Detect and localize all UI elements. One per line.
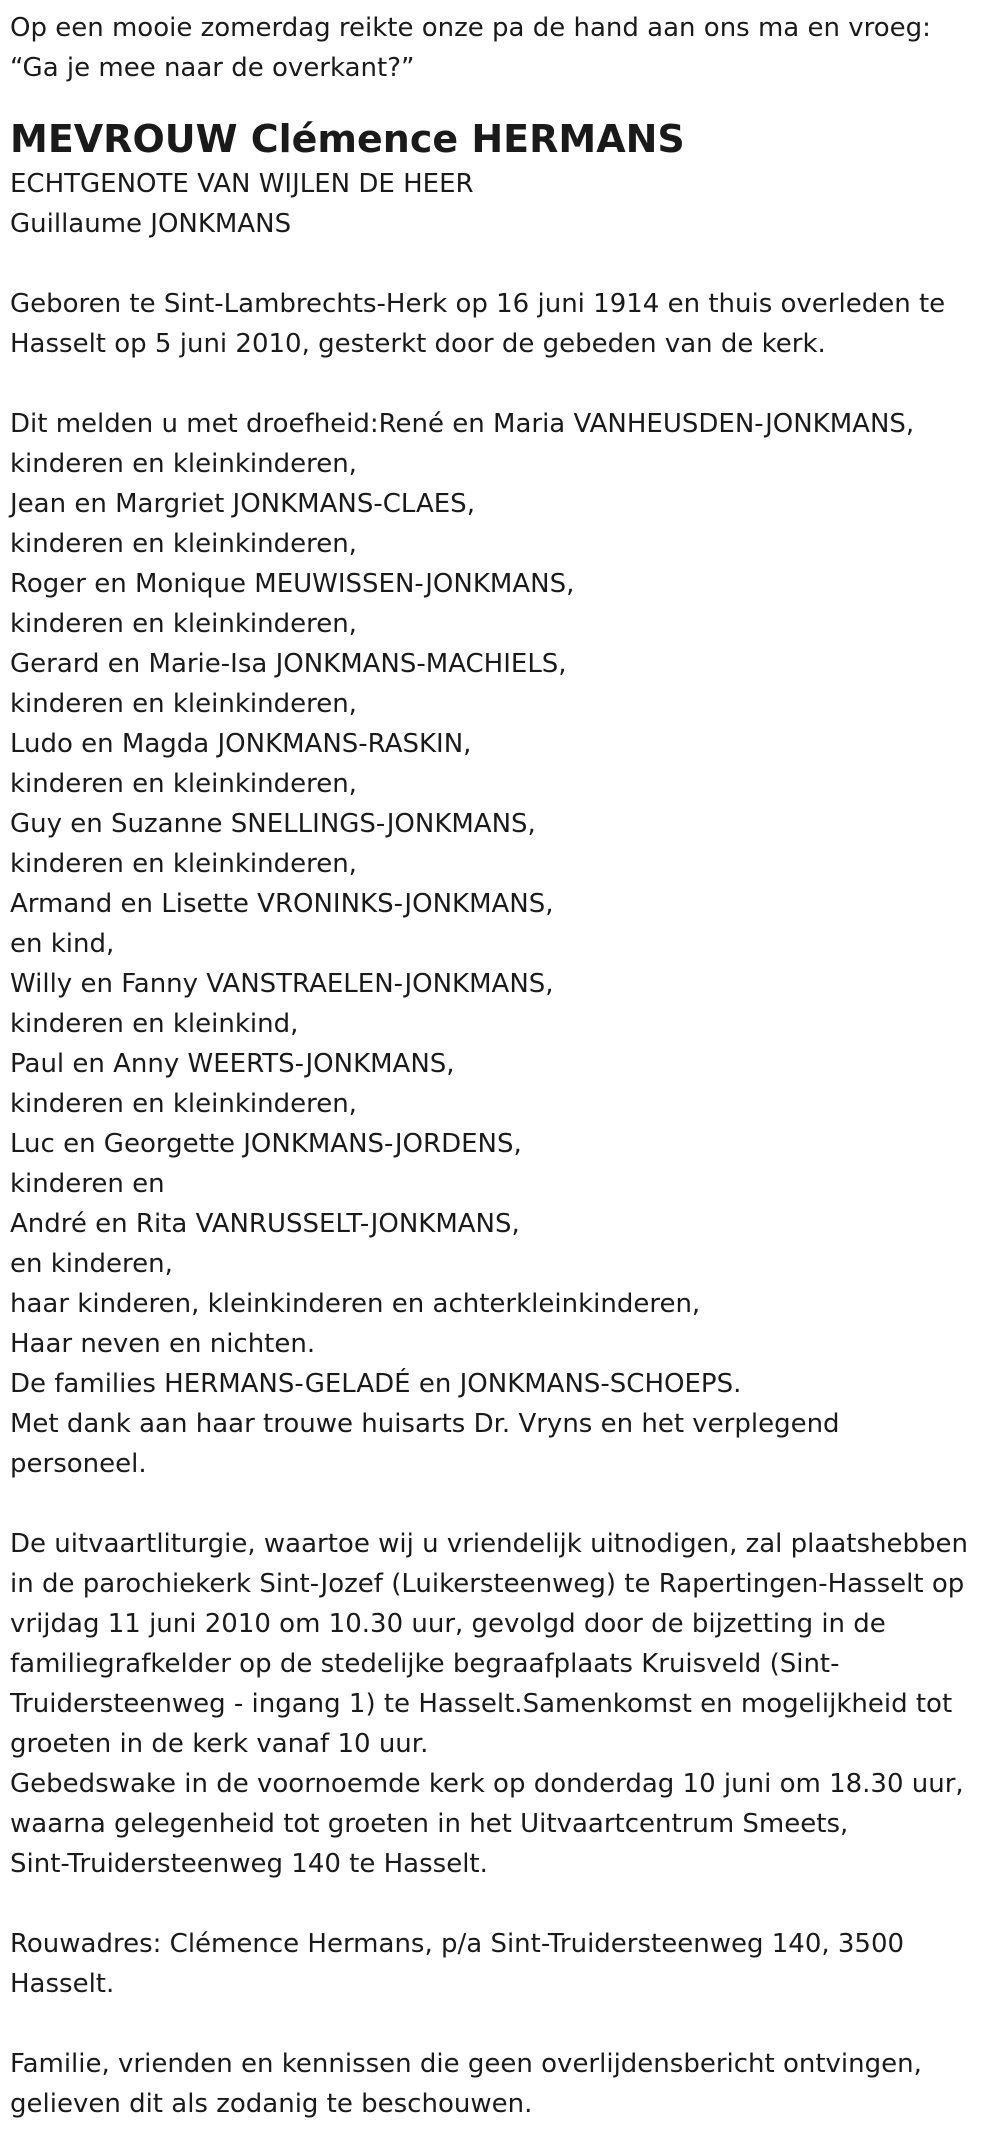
mourner-line: personeel. [10,1449,147,1479]
mourner-line: Willy en Fanny VANSTRAELEN-JONKMANS, [10,969,554,999]
deceased-name: MEVROUW Clémence HERMANS [10,117,685,161]
mourner-line: Paul en Anny WEERTS-JONKMANS, [10,1049,455,1079]
mourning-address [10,1924,990,2004]
mourners-list [10,404,990,1484]
mourner-line: Luc en Georgette JONKMANS-JORDENS, [10,1129,522,1159]
spacer [10,1484,990,1524]
mourner-line: Roger en Monique MEUWISSEN-JONKMANS, [10,569,575,599]
mourner-line: kinderen en kleinkinderen, [10,609,357,639]
spacer [10,364,990,404]
spacer [10,1884,990,1924]
spacer [10,244,990,284]
mourner-line: en kind, [10,929,115,959]
mourner-line: Haar neven en nichten. [10,1329,316,1359]
intro-quote [10,8,990,88]
intro-line: “Ga je mee naar de overkant?” [10,53,415,83]
address-line: Rouwadres: Clémence Hermans, p/a Sint-Truidersteenweg 140, 3500 [10,1929,905,1959]
intro-line: Op een mooie zomerdag reikte onze pa de hand aan ons ma en vroeg: [10,13,931,43]
mourner-line: De families HERMANS-GELADÉ en JONKMANS-SCHOEPS. [10,1369,742,1399]
mourner-line: kinderen en kleinkinderen, [10,689,357,719]
funeral-line: groeten in de kerk vanaf 10 uur. [10,1729,429,1759]
address-line: Hasselt. [10,1969,115,1999]
funeral-line: De uitvaartliturgie, waartoe wij u vriendelijk uitnodigen, zal plaatshebben [10,1529,968,1559]
mourner-line: kinderen en kleinkinderen, [10,529,357,559]
mourner-line: kinderen en kleinkinderen, [10,449,357,479]
birth-line: Hasselt op 5 juni 2010, gesterkt door de gebeden van de kerk. [10,329,826,359]
funeral-line: Gebedswake in de voornoemde kerk op donderdag 10 juni om 18.30 uur, [10,1769,964,1799]
mourner-line: Guy en Suzanne SNELLINGS-JONKMANS, [10,809,536,839]
closing-note [10,2044,990,2124]
spouse-line: Guillaume JONKMANS [10,209,292,239]
mourner-line: kinderen en kleinkinderen, [10,769,357,799]
funeral-line: in de parochiekerk Sint-Jozef (Luikersteenweg) te Rapertingen-Hasselt op [10,1569,965,1599]
mourner-line: Gerard en Marie-Isa JONKMANS-MACHIELS, [10,649,567,679]
funeral-line: familiegrafkelder op de stedelijke begraafplaats Kruisveld (Sint- [10,1649,840,1679]
mourner-line: en kinderen, [10,1249,173,1279]
mourner-line: kinderen en kleinkind, [10,1009,299,1039]
closing-line: Familie, vrienden en kennissen die geen overlijdensbericht ontvingen, [10,2049,922,2079]
funeral-info [10,1524,990,1884]
mourner-line: Met dank aan haar trouwe huisarts Dr. Vryns en het verplegend [10,1409,840,1439]
mourner-line: Ludo en Magda JONKMANS-RASKIN, [10,729,472,759]
birth-death-info [10,284,990,364]
spacer [10,2004,990,2044]
mourner-line: Jean en Margriet JONKMANS-CLAES, [10,489,475,519]
birth-line: Geboren te Sint-Lambrechts-Herk op 16 juni 1914 en thuis overleden te [10,289,946,319]
funeral-line: Sint-Truidersteenweg 140 te Hasselt. [10,1849,488,1879]
mourner-line: André en Rita VANRUSSELT-JONKMANS, [10,1209,520,1239]
mourner-line: Dit melden u met droefheid:René en Maria VANHEUSDEN-JONKMANS, [10,409,915,439]
funeral-line: Truidersteenweg - ingang 1) te Hasselt.Samenkomst en mogelijkheid tot [10,1689,953,1719]
spouse-line: ECHTGENOTE VAN WIJLEN DE HEER [10,169,474,199]
mourner-line: kinderen en [10,1169,165,1199]
closing-line: gelieven dit als zodanig te beschouwen. [10,2089,533,2119]
mourner-line: Armand en Lisette VRONINKS-JONKMANS, [10,889,554,919]
spouse-block [10,164,990,244]
mourner-line: kinderen en kleinkinderen, [10,849,357,879]
mourner-line: kinderen en kleinkinderen, [10,1089,357,1119]
mourner-line: haar kinderen, kleinkinderen en achterkleinkinderen, [10,1289,701,1319]
funeral-line: vrijdag 11 juni 2010 om 10.30 uur, gevolgd door de bijzetting in de [10,1609,886,1639]
funeral-line: waarna gelegenheid tot groeten in het Uitvaartcentrum Smeets, [10,1809,849,1839]
